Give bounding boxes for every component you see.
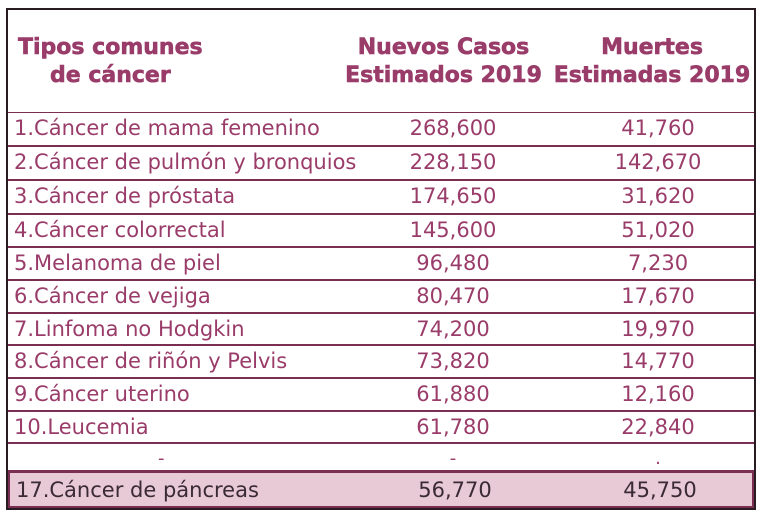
row-new-cases: 56,770 [418,478,492,502]
row-new-cases: 80,470 [416,284,490,308]
row-deaths: . [655,448,661,469]
row-new-cases: 74,200 [416,317,490,341]
row-type: 9.Cáncer uterino [14,382,190,406]
row-new-cases: 61,780 [416,415,490,439]
row-deaths: 19,970 [621,317,695,341]
table-row [8,180,754,214]
row-type: 3.Cáncer de próstata [14,184,236,208]
header-death-line1: Muertes [601,35,703,60]
row-deaths: 7,230 [627,251,689,275]
row-deaths: 31,620 [621,184,695,208]
row-deaths: 12,160 [621,382,695,406]
row-type: - [158,448,165,469]
table-row-highlight [8,471,754,508]
row-new-cases: 96,480 [416,251,490,275]
table-row [8,214,754,247]
row-type: 8.Cáncer de riñón y Pelvis [14,349,288,373]
row-type: 4.Cáncer colorrectal [14,218,226,242]
row-new-cases: 268,600 [409,116,497,140]
row-new-cases: 61,880 [416,382,490,406]
table-row-ellipsis [8,443,754,471]
header-new-line1: Nuevos Casos [357,35,530,60]
row-type: 17.Cáncer de páncreas [16,478,259,502]
table-row [8,112,754,146]
row-deaths: 142,670 [614,150,702,174]
table-row [8,313,754,345]
row-deaths: 51,020 [621,218,695,242]
row-new-cases: 228,150 [409,150,497,174]
table-header [8,10,754,110]
row-deaths: 17,670 [621,284,695,308]
row-new-cases: - [449,448,457,469]
row-type: 1.Cáncer de mama femenino [14,116,320,140]
row-new-cases: 73,820 [416,349,490,373]
row-type: 7.Linfoma no Hodgkin [14,317,245,341]
table-row [8,146,754,180]
header-type-line1: Tipos comunes [18,35,203,60]
table-row [8,345,754,378]
row-deaths: 14,770 [621,349,695,373]
header-deaths [548,34,756,90]
row-new-cases: 145,600 [409,218,497,242]
row-type: 5.Melanoma de piel [14,251,221,275]
row-type: 2.Cáncer de pulmón y bronquios [14,150,357,174]
header-new-cases [336,34,551,90]
header-new-line2: Estimados 2019 [345,63,542,88]
table-row [8,411,754,443]
table-row [8,247,754,280]
row-new-cases: 174,650 [409,184,497,208]
cancer-table [6,8,756,510]
row-deaths: 22,840 [621,415,695,439]
row-type: 10.Leucemia [14,415,149,439]
row-deaths: 45,750 [623,478,697,502]
row-deaths: 41,760 [621,116,695,140]
header-type-line2: de cáncer [50,63,171,88]
table-row [8,280,754,313]
header-type [18,34,318,90]
table-row [8,378,754,411]
header-death-line2: Estimadas 2019 [553,63,751,88]
row-type: 6.Cáncer de vejiga [14,284,211,308]
